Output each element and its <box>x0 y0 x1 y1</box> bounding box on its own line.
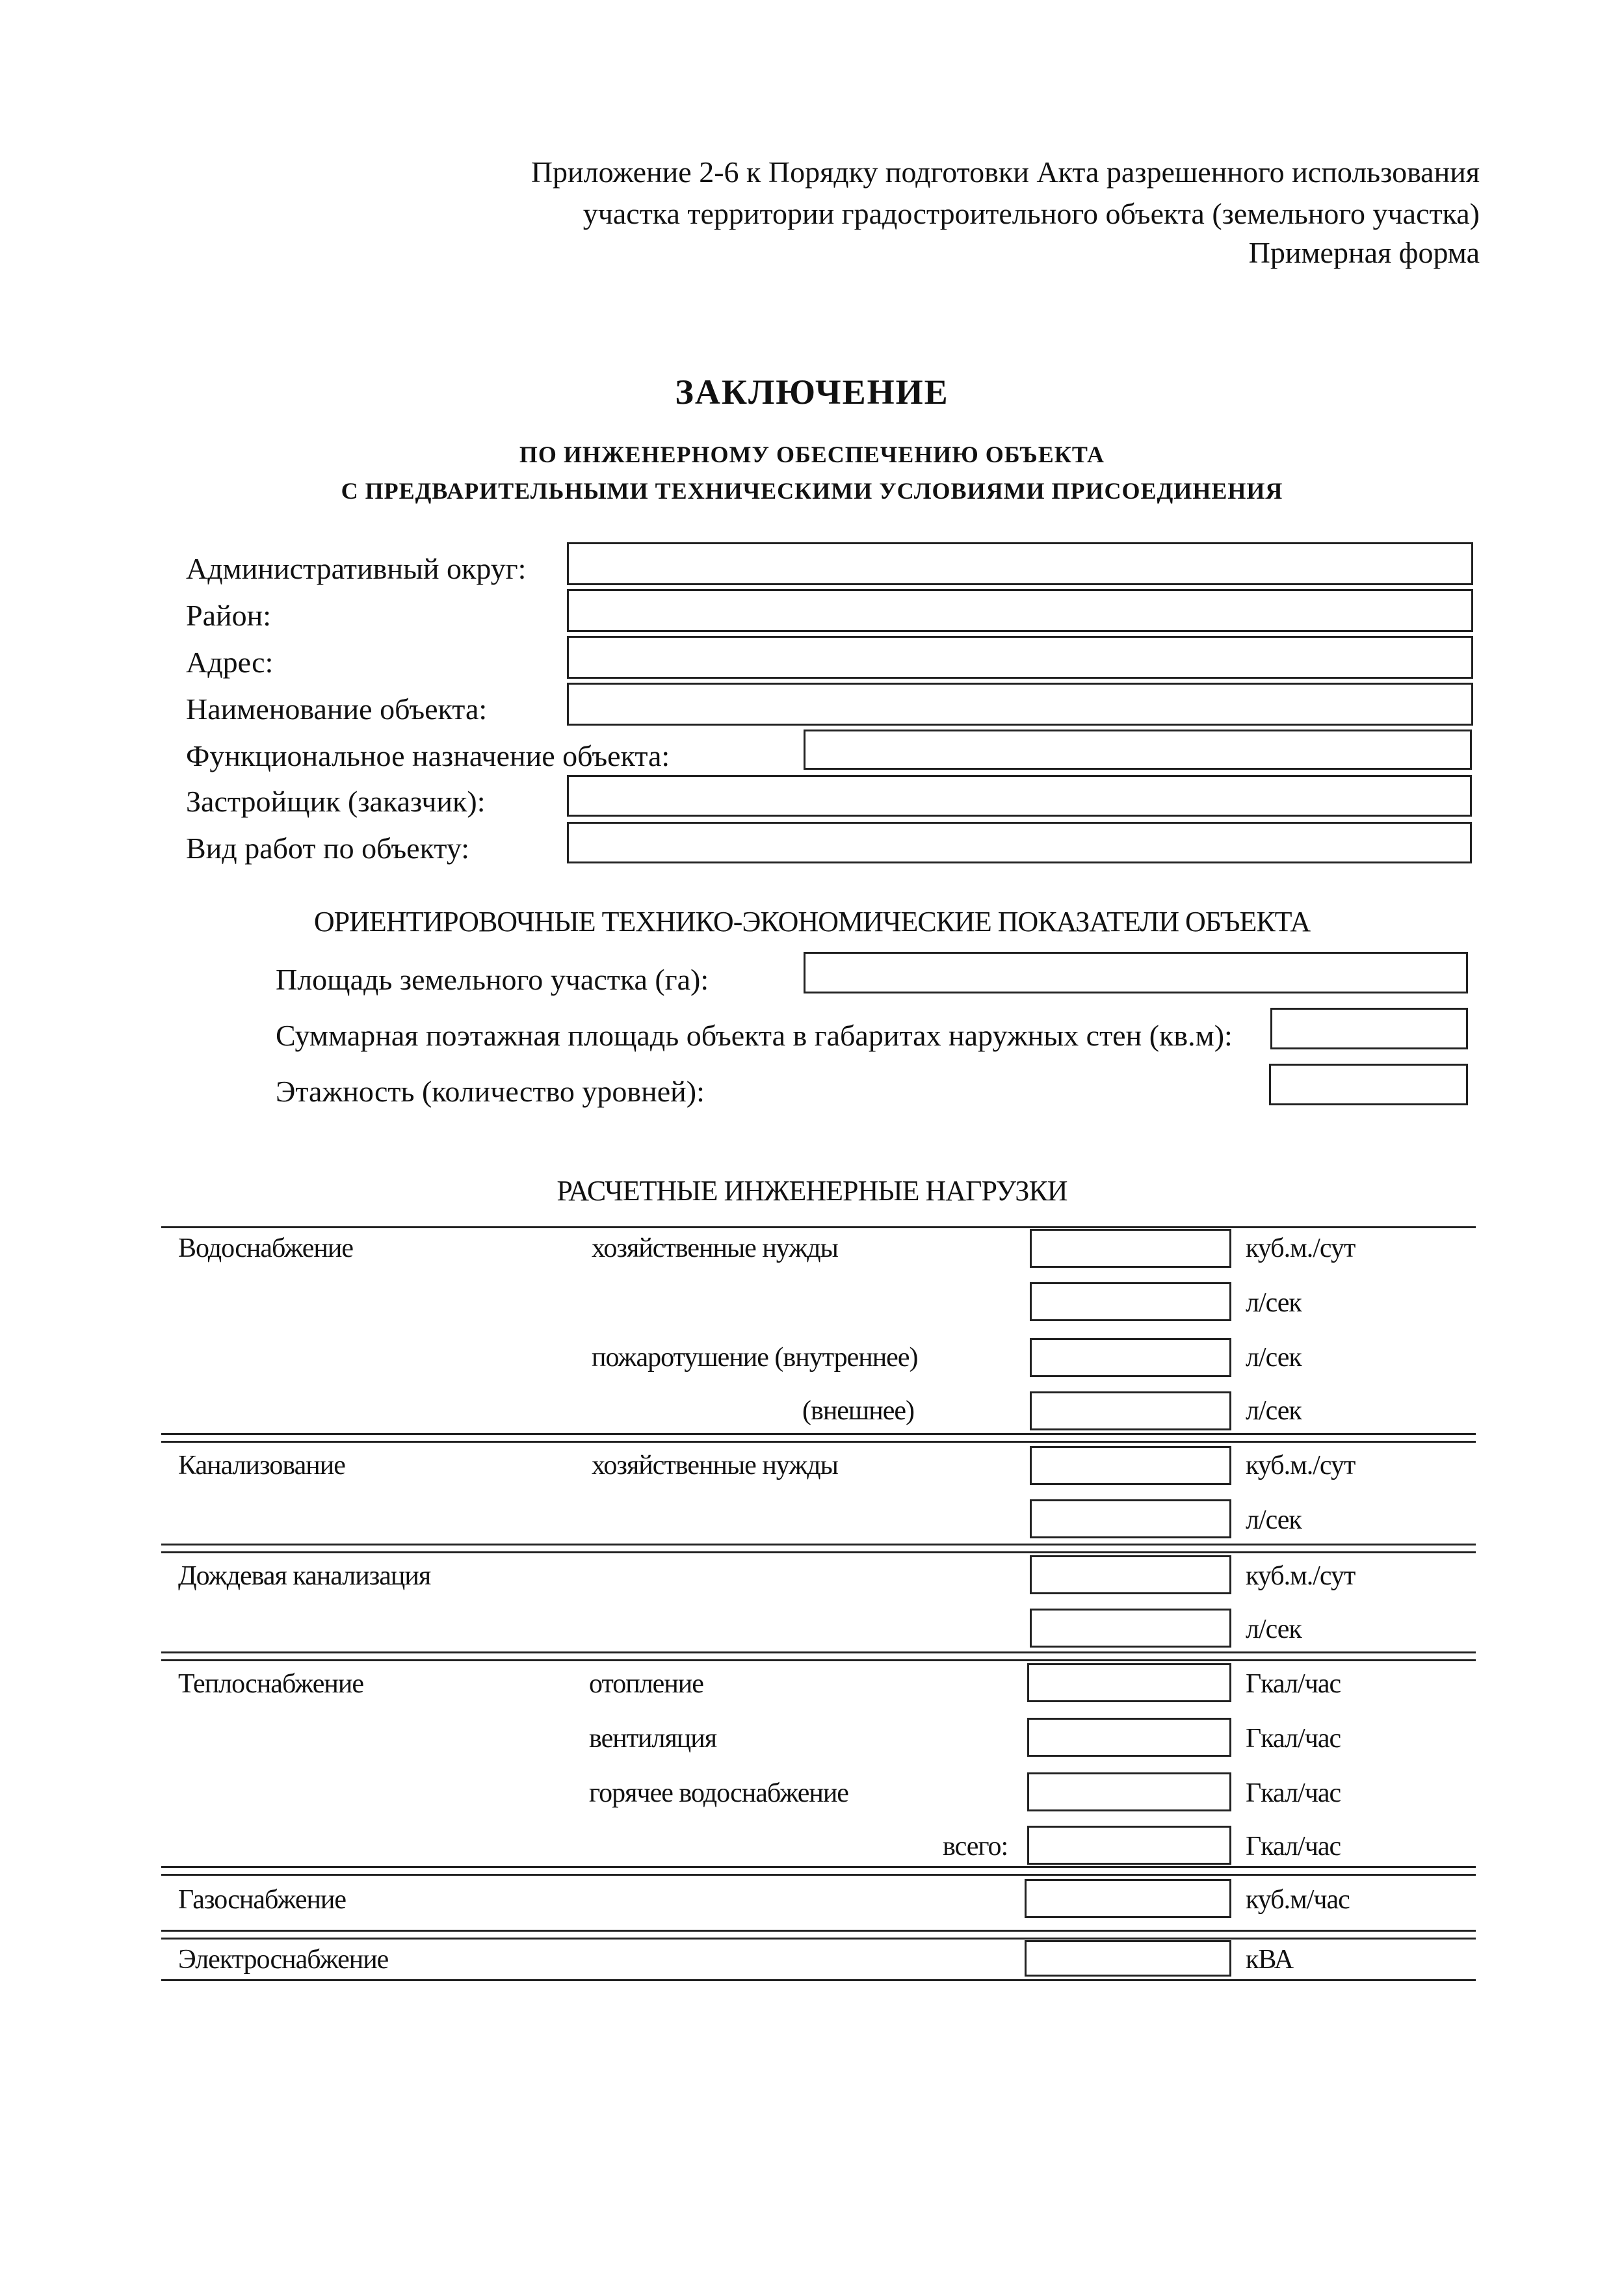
water-divider-2 <box>161 1441 1476 1443</box>
gas-divider-1 <box>161 1930 1476 1932</box>
fire-internal-field[interactable] <box>1030 1338 1231 1377</box>
electric-unit: кВА <box>1246 1945 1294 1975</box>
rayon-field[interactable] <box>567 589 1473 632</box>
sewer-label: Канализование <box>178 1451 345 1480</box>
floor-area-label: Суммарная поэтажная площадь объекта в габаритах наружных стен (кв.м): <box>276 1019 1233 1052</box>
address-label: Адрес: <box>186 646 274 679</box>
address-field[interactable] <box>567 636 1473 679</box>
heat-divider-2 <box>161 1874 1476 1876</box>
sewer-divider-1 <box>161 1544 1476 1545</box>
heat-supply-label: Теплоснабжение <box>178 1669 363 1699</box>
admin-okrug-label: Административный округ: <box>186 552 527 585</box>
heat-unit-2: Гкал/час <box>1246 1724 1341 1754</box>
floors-field[interactable] <box>1269 1064 1468 1105</box>
rain-m3-field[interactable] <box>1030 1555 1231 1594</box>
table-bottom-line <box>161 1979 1476 1981</box>
floors-label: Этажность (количество уровней): <box>276 1075 705 1108</box>
indicators-heading: ОРИЕНТИРОВОЧНЫЕ ТЕХНИКО-ЭКОНОМИЧЕСКИЕ ПОКАЗАТЕЛИ ОБЪЕКТА <box>313 906 1311 938</box>
electric-supply-label: Электроснабжение <box>178 1945 389 1975</box>
heat-unit-4: Гкал/час <box>1246 1832 1341 1861</box>
document-title: ЗАКЛЮЧЕНИЕ <box>675 373 949 412</box>
water-household-m3-field[interactable] <box>1030 1229 1231 1268</box>
document-subtitle-2: С ПРЕДВАРИТЕЛЬНЫМИ ТЕХНИЧЕСКИМИ УСЛОВИЯМИ ПРИСОЕДИНЕНИЯ <box>341 478 1283 504</box>
sewer-unit-m3-day: куб.м./сут <box>1246 1451 1356 1480</box>
rayon-label: Район: <box>186 599 272 632</box>
work-type-field[interactable] <box>567 822 1472 863</box>
document-subtitle-1: ПО ИНЖЕНЕРНОМУ ОБЕСПЕЧЕНИЮ ОБЪЕКТА <box>519 441 1105 467</box>
hot-water-field[interactable] <box>1027 1772 1231 1811</box>
sewer-unit-l-sec: л/сек <box>1246 1505 1302 1535</box>
loads-heading: РАСЧЕТНЫЕ ИНЖЕНЕРНЫЕ НАГРУЗКИ <box>557 1175 1067 1207</box>
object-name-label: Наименование объекта: <box>186 692 488 726</box>
gas-divider-2 <box>161 1938 1476 1940</box>
developer-field[interactable] <box>567 775 1472 817</box>
fire-external-field[interactable] <box>1030 1391 1231 1430</box>
sewer-lsec-field[interactable] <box>1030 1499 1231 1538</box>
floor-area-field[interactable] <box>1270 1008 1468 1049</box>
ventilation-field[interactable] <box>1027 1718 1231 1757</box>
work-type-label: Вид работ по объекту: <box>186 832 470 865</box>
rain-unit-m3-day: куб.м./сут <box>1246 1561 1356 1591</box>
function-field[interactable] <box>804 730 1472 770</box>
fire-internal-label: пожаротушение (внутреннее) <box>592 1343 918 1373</box>
sewer-divider-2 <box>161 1551 1476 1553</box>
heat-unit-3: Гкал/час <box>1246 1778 1341 1808</box>
header-line-2: участка территории градостроительного объекта (земельного участка) <box>583 197 1480 230</box>
heating-label: отопление <box>589 1669 703 1699</box>
sewer-m3-field[interactable] <box>1030 1446 1231 1485</box>
water-unit-l-sec-1: л/сек <box>1246 1288 1302 1318</box>
rain-sewer-label: Дождевая канализация <box>178 1561 431 1591</box>
water-household-lsec-field[interactable] <box>1030 1282 1231 1321</box>
electric-field[interactable] <box>1025 1940 1231 1977</box>
table-top-line <box>161 1226 1476 1228</box>
heating-field[interactable] <box>1027 1663 1231 1702</box>
gas-unit: куб.м/час <box>1246 1885 1350 1915</box>
object-name-field[interactable] <box>567 683 1473 726</box>
gas-field[interactable] <box>1025 1879 1231 1918</box>
admin-okrug-field[interactable] <box>567 542 1473 585</box>
fire-external-label: (внешнее) <box>802 1396 915 1426</box>
header-line-1: Приложение 2-6 к Порядку подготовки Акта разрешенного использования <box>530 155 1480 189</box>
water-unit-m3-day: куб.м./сут <box>1246 1233 1356 1263</box>
rain-divider-2 <box>161 1659 1476 1661</box>
hot-water-label: горячее водоснабжение <box>589 1778 848 1808</box>
ventilation-label: вентиляция <box>589 1724 717 1754</box>
water-supply-label: Водоснабжение <box>178 1233 354 1263</box>
sewer-household-label: хозяйственные нужды <box>592 1451 838 1480</box>
heat-total-label: всего: <box>943 1832 1008 1861</box>
heat-divider-1 <box>161 1866 1476 1868</box>
water-unit-l-sec-3: л/сек <box>1246 1396 1302 1426</box>
water-unit-l-sec-2: л/сек <box>1246 1343 1302 1373</box>
developer-label: Застройщик (заказчик): <box>186 785 486 818</box>
function-label: Функциональное назначение объекта: <box>186 739 670 772</box>
water-divider-1 <box>161 1433 1476 1435</box>
land-area-label: Площадь земельного участка (га): <box>276 963 709 996</box>
rain-divider-1 <box>161 1651 1476 1653</box>
heat-unit-1: Гкал/час <box>1246 1669 1341 1699</box>
water-household-label: хозяйственные нужды <box>592 1233 838 1263</box>
gas-supply-label: Газоснабжение <box>178 1885 347 1915</box>
land-area-field[interactable] <box>804 952 1468 993</box>
rain-lsec-field[interactable] <box>1030 1609 1231 1648</box>
heat-total-field[interactable] <box>1027 1826 1231 1865</box>
rain-unit-l-sec: л/сек <box>1246 1614 1302 1644</box>
header-form-type: Примерная форма <box>1248 236 1480 269</box>
